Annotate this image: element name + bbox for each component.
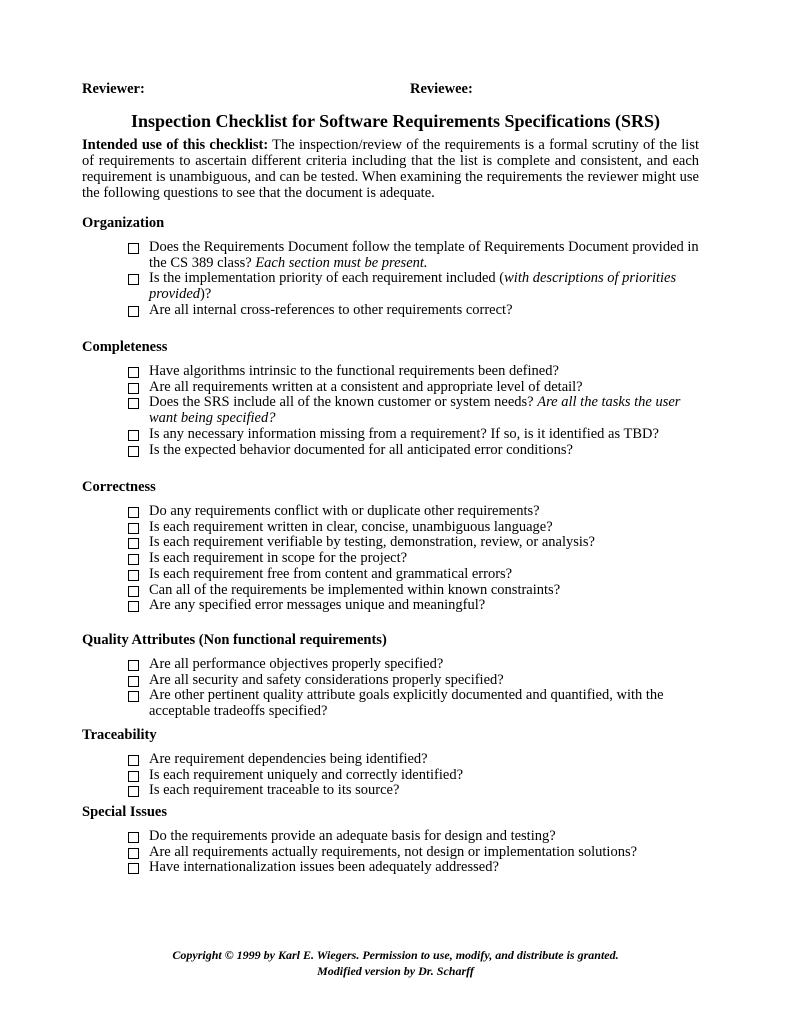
item-text: Is each requirement free from content and grammatical errors? [149, 565, 513, 582]
checklist-item [128, 845, 708, 861]
section-heading: Special Issues [82, 804, 168, 820]
intro-text: The inspection/review of the requirements is a formal scrutiny of the list of requirements to ascertain different criteria including that the list is complete and consistent, and each requirement is unambiguous, and can be tested. When examining the requirements the reviewer might use the following questions to see that the document is adequate. [82, 137, 699, 201]
checkbox-icon[interactable] [128, 755, 139, 766]
item-text: Can all of the requirements be implemented within known constraints? [149, 581, 561, 598]
checkbox-icon[interactable] [128, 243, 139, 254]
checkbox-icon[interactable] [128, 691, 139, 702]
checklist-item [128, 427, 708, 443]
checkbox-icon[interactable] [128, 786, 139, 797]
item-text: Do any requirements conflict with or duplicate other requirements? [149, 503, 540, 519]
checklist-item [128, 380, 708, 396]
checklist-item [128, 752, 708, 768]
item-text: Are all internal cross-references to other requirements correct? [149, 301, 513, 318]
checkbox-icon[interactable] [128, 538, 139, 549]
section-organization [82, 215, 712, 319]
checklist-item [128, 673, 708, 689]
item-text: Is each requirement in scope for the project? [149, 550, 408, 567]
section-correctness [82, 479, 712, 614]
checkbox-icon[interactable] [128, 398, 139, 409]
checklist-item [128, 395, 708, 426]
reviewee-label: Reviewee: [410, 81, 473, 97]
checkbox-icon[interactable] [128, 274, 139, 285]
checkbox-icon[interactable] [128, 306, 139, 317]
checkbox-icon[interactable] [128, 863, 139, 874]
item-text: Have algorithms intrinsic to the functional requirements been defined? [149, 363, 559, 379]
checklist-item [128, 240, 708, 271]
item-text: Are all security and safety considerations properly specified? [149, 671, 504, 688]
checklist-item [128, 768, 708, 784]
checkbox-icon[interactable] [128, 554, 139, 565]
page-title: Inspection Checklist for Software Requirements Specifications (SRS) [131, 111, 660, 131]
reviewer-row [82, 81, 712, 98]
item-text: Are other pertinent quality attribute goals explicitly documented and quantified, with the acceptable tradeoffs specified? [149, 687, 664, 720]
intro-label: Intended use of this checklist: [82, 137, 269, 153]
checklist-item [128, 567, 708, 583]
item-text: Have internationalization issues been adequately addressed? [149, 859, 499, 876]
checkbox-icon[interactable] [128, 383, 139, 394]
checklist-item [128, 657, 708, 673]
item-text: Does the SRS include all of the known customer or system needs? [149, 394, 538, 411]
section-heading: Correctness [82, 479, 156, 495]
checkbox-icon[interactable] [128, 848, 139, 859]
checklist-item [128, 551, 708, 567]
checklist-item [128, 303, 708, 319]
checklist-item [128, 829, 708, 845]
checklist-item [128, 688, 708, 719]
item-text: Is any necessary information missing from a requirement? If so, is it identified as TBD? [149, 425, 659, 442]
item-text: Are all requirements actually requirements, not design or implementation solutions? [149, 843, 638, 860]
checklist-item [128, 271, 708, 302]
checklist-item [128, 860, 708, 876]
checkbox-icon[interactable] [128, 570, 139, 581]
checkbox-icon[interactable] [128, 430, 139, 441]
checkbox-icon[interactable] [128, 507, 139, 518]
item-text: Is each requirement verifiable by testing, demonstration, review, or analysis? [149, 534, 595, 551]
item-text: Are all performance objectives properly specified? [149, 656, 444, 672]
checklist-item [128, 520, 708, 536]
checkbox-icon[interactable] [128, 601, 139, 612]
checkbox-icon[interactable] [128, 660, 139, 671]
section-special-issues [82, 804, 712, 876]
checkbox-icon[interactable] [128, 771, 139, 782]
copyright-line: Copyright © 1999 by Karl E. Wiegers. Permission to use, modify, and distribute is granted. [172, 948, 619, 962]
checkbox-icon[interactable] [128, 586, 139, 597]
section-traceability [82, 727, 712, 799]
item-text: Is each requirement written in clear, concise, unambiguous language? [149, 518, 553, 535]
checkbox-icon[interactable] [128, 523, 139, 534]
checklist-item [128, 583, 708, 599]
checklist-item [128, 504, 708, 520]
checkbox-icon[interactable] [128, 367, 139, 378]
item-italic: Are all the tasks the user want being specified? [149, 394, 681, 427]
item-text: Is the implementation priority of each requirement included ( [149, 270, 505, 287]
item-text: Are requirement dependencies being identified? [149, 751, 428, 767]
checklist-item [128, 783, 708, 799]
item-text: Is the expected behavior documented for all anticipated error conditions? [149, 441, 573, 458]
section-completeness [82, 339, 712, 458]
checkbox-icon[interactable] [128, 676, 139, 687]
item-text: Does the Requirements Document follow the template of Requirements Document provided in the CS 389 class? [149, 239, 699, 271]
section-heading: Completeness [82, 339, 168, 355]
section-quality-attributes [82, 632, 712, 720]
checkbox-icon[interactable] [128, 446, 139, 457]
item-text: Are all requirements written at a consistent and appropriate level of detail? [149, 378, 583, 395]
section-heading: Organization [82, 215, 165, 231]
copyright-footer [0, 947, 791, 979]
checklist-item [128, 598, 708, 614]
intro-paragraph [82, 137, 699, 201]
item-text: Are any specified error messages unique and meaningful? [149, 597, 486, 614]
item-tail: )? [200, 286, 212, 303]
item-text: Is each requirement traceable to its source? [149, 782, 400, 799]
section-heading: Traceability [82, 727, 157, 743]
modified-by-line: Modified version by Dr. Scharff [317, 964, 474, 978]
section-heading: Quality Attributes (Non functional requirements) [82, 632, 387, 648]
checklist-item [128, 364, 708, 380]
checkbox-icon[interactable] [128, 832, 139, 843]
reviewer-label: Reviewer: [82, 81, 145, 97]
item-text: Do the requirements provide an adequate basis for design and testing? [149, 828, 556, 844]
checklist-item [128, 443, 708, 459]
item-italic: Each section must be present. [255, 254, 428, 271]
item-text: Is each requirement uniquely and correctly identified? [149, 766, 464, 783]
item-italic: with descriptions of priorities provided [149, 270, 677, 303]
checklist-item [128, 535, 708, 551]
